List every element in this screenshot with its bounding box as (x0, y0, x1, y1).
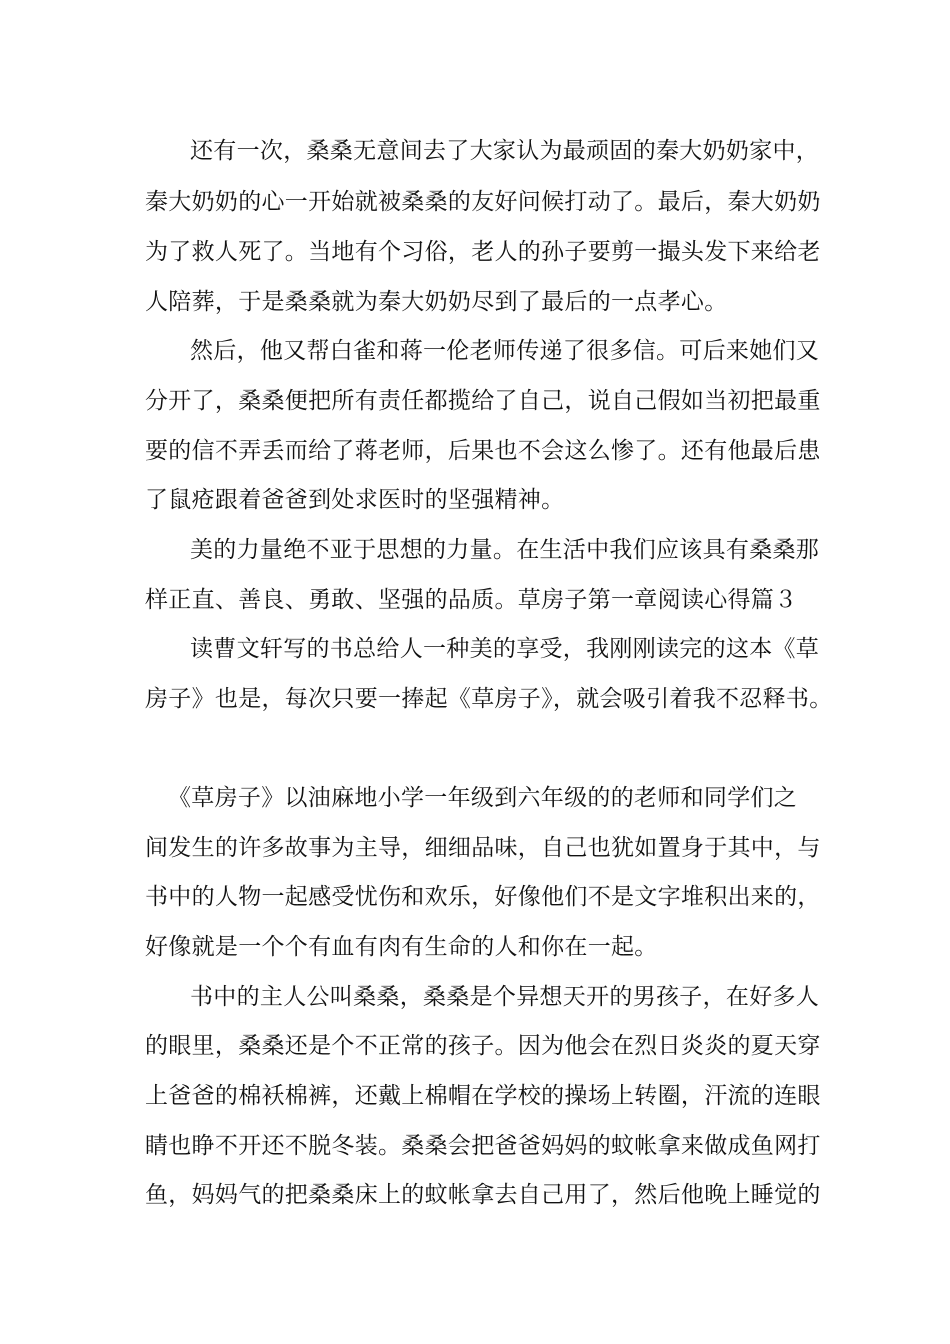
paragraph-1-line-1: 还有一次，桑桑无意间去了大家认为最顽固的秦大奶奶家中， (190, 138, 820, 164)
paragraph-2-line-4: 了鼠疮跟着爸爸到处求医时的坚强精神。 (145, 487, 565, 513)
paragraph-1-line-3: 为了救人死了。当地有个习俗，老人的孙子要剪一撮头发下来给老 (145, 239, 821, 265)
paragraph-4-line-1: 读曹文轩写的书总给人一种美的享受，我刚刚读完的这本《草 (190, 636, 820, 662)
paragraph-6-line-1: 书中的主人公叫桑桑，桑桑是个异想天开的男孩子，在好多人 (190, 984, 820, 1010)
paragraph-5-line-2: 间发生的许多故事为主导，细细品味，自己也犹如置身于其中，与 (145, 835, 821, 861)
paragraph-3-line-1: 美的力量绝不亚于思想的力量。在生活中我们应该具有桑桑那 (190, 537, 820, 563)
paragraph-6-line-2: 的眼里，桑桑还是个不正常的孩子。因为他会在烈日炎炎的夏天穿 (145, 1033, 821, 1059)
paragraph-6-line-5: 鱼，妈妈气的把桑桑床上的蚊帐拿去自己用了，然后他晚上睡觉的 (145, 1182, 821, 1208)
paragraph-6-line-3: 上爸爸的棉袄棉裤，还戴上棉帽在学校的操场上转圈，汗流的连眼 (145, 1083, 821, 1109)
paragraph-5-line-3: 书中的人物一起感受忧伤和欢乐，好像他们不是文字堆积出来的， (145, 884, 821, 910)
paragraph-4-line-2: 房子》也是，每次只要一捧起《草房子》，就会吸引着我不忍释书。 (145, 686, 833, 712)
paragraph-2-line-3: 要的信不弄丢而给了蒋老师，后果也不会这么惨了。还有他最后患 (145, 438, 821, 464)
paragraph-5-line-1: 《草房子》以油麻地小学一年级到六年级的的老师和同学们之 (168, 785, 798, 811)
paragraph-3-line-2: 样正直、善良、勇敢、坚强的品质。草房子第一章阅读心得篇３ (145, 587, 798, 613)
paragraph-6-line-4: 睛也睁不开还不脱冬装。桑桑会把爸爸妈妈的蚊帐拿来做成鱼网打 (145, 1133, 821, 1159)
paragraph-1-line-2: 秦大奶奶的心一开始就被桑桑的友好问候打动了。最后，秦大奶奶 (145, 189, 821, 215)
paragraph-2-line-1: 然后，他又帮白雀和蒋一伦老师传递了很多信。可后来她们又 (190, 338, 820, 364)
paragraph-5-line-4: 好像就是一个个有血有肉有生命的人和你在一起。 (145, 934, 658, 960)
paragraph-1-line-4: 人陪葬，于是桑桑就为秦大奶奶尽到了最后的一点孝心。 (145, 289, 728, 315)
paragraph-2-line-2: 分开了，桑桑便把所有责任都揽给了自己，说自己假如当初把最重 (145, 388, 821, 414)
